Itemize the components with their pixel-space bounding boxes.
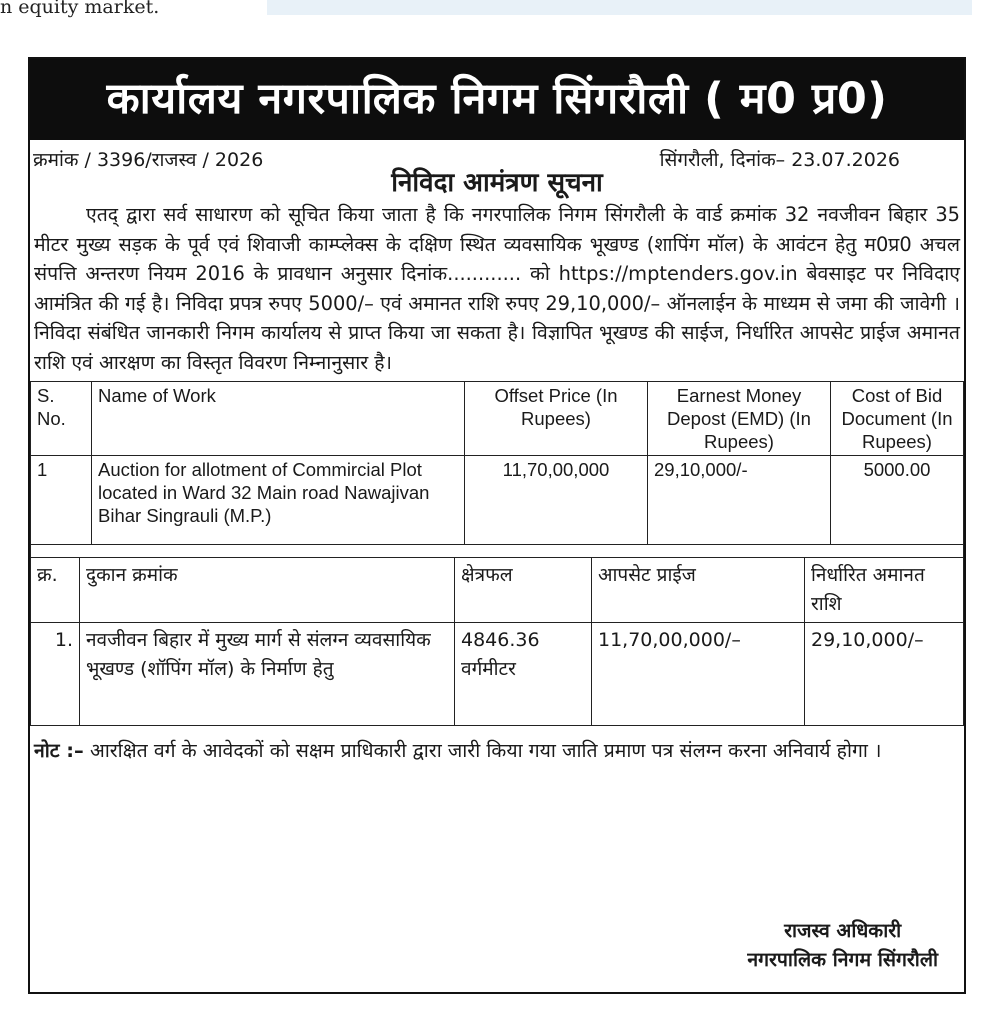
cell-deposit: 29,10,000/– — [805, 623, 964, 726]
notice-banner-title: कार्यालय नगरपालिक निगम सिंगरौली ( म0 प्र0) — [30, 59, 964, 140]
cell-bid-cost: 5000.00 — [831, 456, 964, 545]
col-header-shop-no: दुकान क्रमांक — [80, 558, 455, 623]
cell-work: Auction for allotment of Commircial Plot located in Ward 32 Main road Nawajivan Bihar Singrauli (M.P.) — [92, 456, 465, 545]
tender-table-hindi — [30, 557, 964, 726]
cell-area: 4846.36 वर्गमीटर — [455, 623, 592, 726]
col-header-emd: Earnest Money Depost (EMD) (In Rupees) — [648, 382, 831, 456]
notice-subject: निविदा आमंत्रण सूचना — [391, 168, 603, 198]
col-header-bid-cost: Cost of Bid Document (In Rupees) — [831, 382, 964, 456]
cell-upset-price: 11,70,00,000/– — [592, 623, 805, 726]
col-header-sno: S. No. — [31, 382, 92, 456]
cell-shop-desc: नवजीवन बिहार में मुख्य मार्ग से संलग्न व्यवसायिक भूखण्ड (शॉपिंग मॉल) के निर्माण हेतु — [80, 623, 455, 726]
tender-table-english — [30, 381, 964, 545]
col-header-work: Name of Work — [92, 382, 465, 456]
reference-number: क्रमांक / 3396/राजस्व / 2026 — [33, 149, 264, 171]
notice-body — [30, 200, 964, 377]
table-gap — [30, 545, 964, 557]
col-header-deposit: निर्धारित अमानत राशि — [805, 558, 964, 623]
cell-offset-price: 11,70,00,000 — [465, 456, 648, 545]
col-header-area: क्षेत्रफल — [455, 558, 592, 623]
table-row — [31, 623, 964, 726]
signature-block — [747, 916, 938, 974]
col-header-offset-price: Offset Price (In Rupees) — [465, 382, 648, 456]
cell-emd: 29,10,000/- — [648, 456, 831, 545]
note-text: आरक्षित वर्ग के आवेदकों को सक्षम प्राधिकारी द्वारा जारी किया गया जाति प्रमाण पत्र संलग्न करना अनिवार्य होगा । — [89, 739, 882, 762]
top-caption: n equity market. — [0, 0, 160, 18]
col-header-kr: क्र. — [31, 558, 80, 623]
cell-kr: 1. — [31, 623, 80, 726]
tender-notice — [28, 57, 966, 994]
table-header-row — [31, 382, 964, 456]
notice-note — [30, 726, 964, 765]
col-header-upset-price: आपसेट प्राईज — [592, 558, 805, 623]
cell-sno: 1 — [31, 456, 92, 545]
notice-body-text: एतद् द्वारा सर्व साधारण को सूचित किया जाता है कि नगरपालिक निगम सिंगरौली के वार्ड क्रमांक 32 नवजीवन बिहार 35 मीटर मुख्य सड़क के पूर्व एवं शिवाजी काम्प्लेक्स के दक्षिण स्थित व्यवसायिक भूखण्ड (शापिंग मॉल) के आवंटन हेतु म0प्र0 अचल संपत्ति अन्तरण नियम 2016 के प्रावधान अनुसार दिनांक............ को https://mptenders.gov.in बेवसाइट पर निविदाए आमंत्रित की गई है। निविदा प्रपत्र रुपए 5000/– एवं अमानत राशि रुपए 29,10,000/– ऑनलाईन के माध्यम से जमा की जावेगी । निविदा संबंधित जानकारी निगम कार्यालय से प्राप्त किया जा सकता है। विज्ञापित भूखण्ड की साईज, निर्धारित आपसेट प्राईज अमानत राशि एवं आरक्षण का विस्तृत विवरण निम्नानुसार है। — [34, 203, 960, 374]
table-row — [31, 456, 964, 545]
notice-meta — [30, 140, 964, 170]
signatory-title: राजस्व अधिकारी — [784, 919, 902, 942]
signatory-org: नगरपालिक निगम सिंगरौली — [747, 948, 938, 971]
place-date: सिंगरौली, दिनांक– 23.07.2026 — [659, 149, 900, 171]
table-header-row — [31, 558, 964, 623]
top-banner-strip — [267, 0, 972, 15]
note-label: नोट :– — [34, 739, 84, 762]
